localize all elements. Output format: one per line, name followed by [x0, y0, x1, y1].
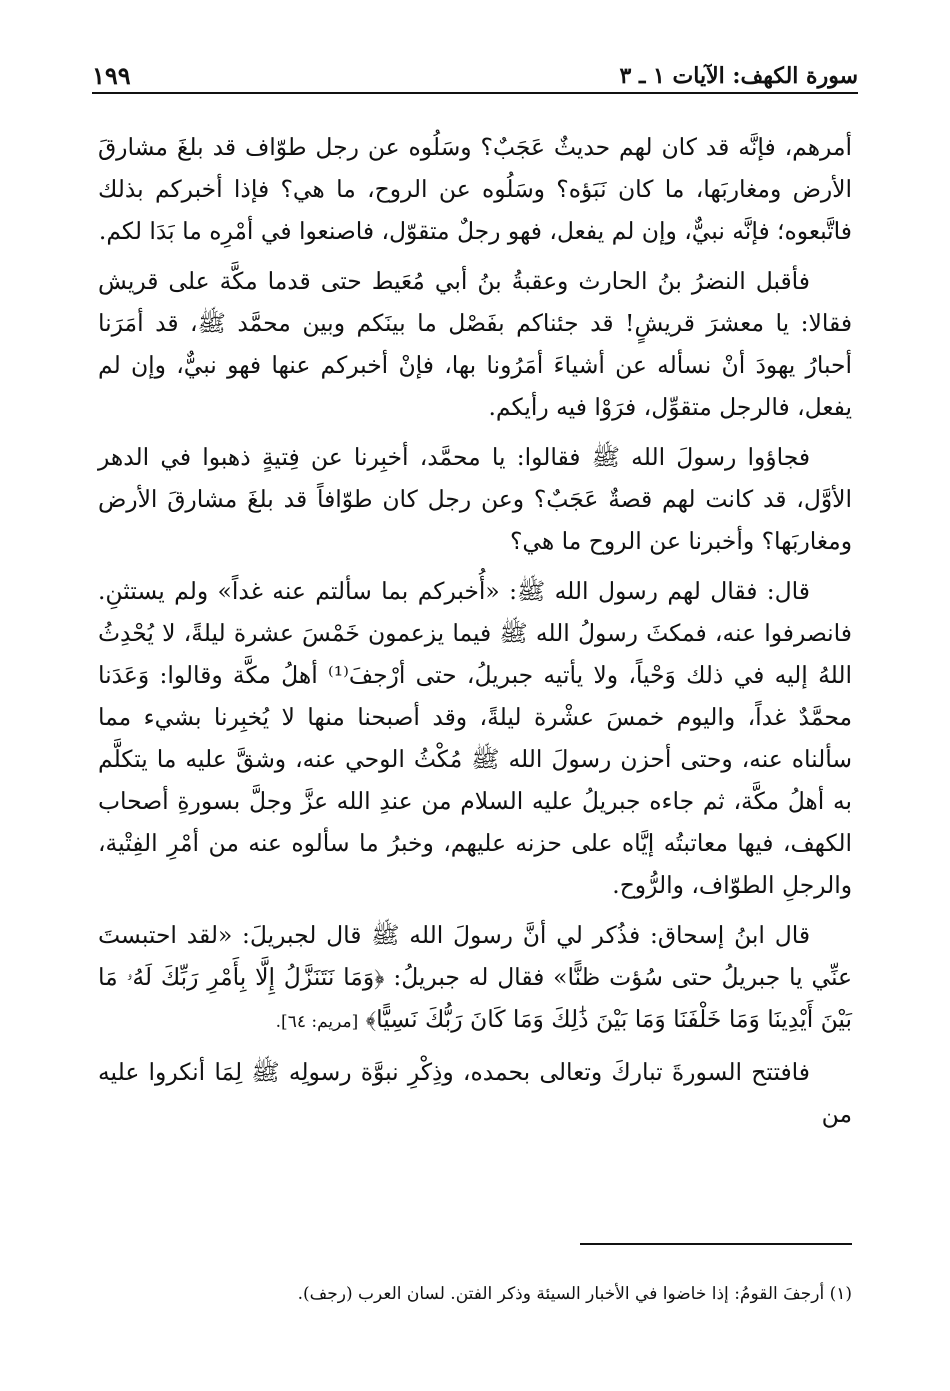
- footnote-separator: [580, 1243, 852, 1245]
- main-text: [98, 126, 852, 1143]
- quran-reference: [مريم: ٦٤].: [275, 1012, 359, 1032]
- page-number: ١٩٩: [92, 61, 131, 90]
- paragraph: فأقبل النضرُ بنُ الحارث وعقبةُ بنُ أبي مُعَيط حتى قدما مكَّة على قريش فقالا: يا معشرَ قريشٍ! قد جئناكم بفَصْل ما بينَكم وبين محمَّد ﷺ، قد أمَرَنا أحبارُ يهودَ أنْ نسأله عن أشياءَ أمَرُونا بها، فإنْ أخبركم عنها فهو نبيٌّ، وإن لم يفعل، فالرجل متقوِّل، فرَوْا فيه رأيكم.: [98, 267, 852, 421]
- paragraph: قال: فقال لهم رسول الله ﷺ: «أُخبركم بما سألتم عنه غداً» ولم يستثنِ. فانصرفوا عنه، فمكثَ رسولُ الله ﷺ فيما يزعمون خَمْسَ عشرة ليلةً، لا يُحْدِثُ اللهُ إليه في ذلك وَحْياً، ولا يأتيه جبريلُ، حتى أرْجفَ⁽¹⁾ أهلُ مكَّة وقالوا: وَعَدَنا محمَّدٌ غداً، واليوم خمسَ عشْرة ليلةً، وقد أصبحنا منها لا يُخبِرنا بشيء مما سألناه عنه، وحتى أحزن رسولَ الله ﷺ مُكْثُ الوحي عنه، وشقَّ عليه ما يتكلَّم به أهلُ مكَّة، ثم جاءه جبريلُ عليه السلام من عندِ الله عزَّ وجلَّ بسورةِ أصحاب الكهف، فيها معاتبتُه إيَّاه على حزنه عليهم، وخبرُ ما سألوه عنه من أمْرِ الفِتْية، والرجلِ الطوّاف، والرُّوح.: [98, 577, 852, 899]
- paragraph: فجاؤوا رسولَ الله ﷺ فقالوا: يا محمَّد، أخبِرنا عن فِتيةٍ ذهبوا في الدهر الأوَّل، قد كانت لهم قصةٌ عَجَبٌ؟ وعن رجل كان طوّافاً قد بلغَ مشارقَ الأرض ومغاربَها؟ وأخبرنا عن الروح ما هي؟: [98, 443, 852, 555]
- page-header: [92, 58, 858, 94]
- footnote: (١) أرجفَ القومُ: إذا خاضوا في الأخبار السيئة وذكر الفتن. لسان العرب (رجف).: [297, 1284, 852, 1304]
- running-title: سورة الكهف: الآيات ١ ـ ٣: [619, 63, 858, 89]
- paragraph-text: قال ابنُ إسحاق: فذُكر لي أنَّ رسولَ الله ﷺ قال لجبريلَ: «لقد احتبستَ عنِّي يا جبريلُ حتى سُؤت ظنًّا» فقال له جبريلُ: ﴿وَمَا نَتَنَزَّلُ إِلَّا بِأَمْرِ رَبِّكَ لَهُۥ مَا بَيْنَ أَيْدِينَا وَمَا خَلْفَنَا وَمَا بَيْنَ ذَٰلِكَ وَمَا كَانَ رَبُّكَ نَسِيًّا﴾: [98, 921, 852, 1033]
- paragraph: فافتتح السورةَ تباركَ وتعالى بحمده، وذِكْرِ نبوَّة رسولِه ﷺ لِمَا أنكروا عليه من: [98, 1058, 852, 1128]
- paragraph: أمرهم، فإنَّه قد كان لهم حديثٌ عَجَبٌ؟ وسَلُوه عن رجل طوّاف قد بلغَ مشارقَ الأرض ومغاربَها، ما كان نَبَؤه؟ وسَلُوه عن الروح، ما هي؟ فإذا أخبركم بذلك فاتَّبعوه؛ فإنَّه نبيٌّ، وإن لم يفعل، فهو رجلٌ متقوّل، فاصنعوا في أمْرِه ما بَدَا لكم.: [98, 133, 852, 245]
- paragraph-with-quran-verse: [98, 914, 852, 1043]
